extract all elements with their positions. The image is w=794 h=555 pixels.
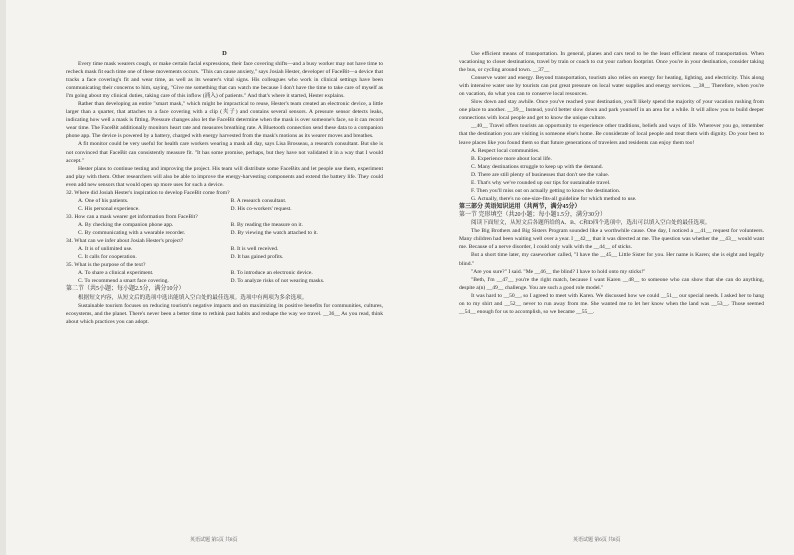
paragraph: Slow down and stay awhile. Once you've reached your destination, you'll likely spend the majority of your vacation rushing from one place to another. __39__ Instead, you'd better slow down and park yourself in an area for a while. It will allow you to build deeper connections with local people and get to know the unique culture. (459, 99, 764, 122)
section-instruction: 阅读下面短文，从短文后各题所给的A、B、C和D四个选项中，选出可以填入空白处的最佳选项。 (471, 220, 711, 227)
options-list (459, 147, 764, 203)
section-title: 第二节（共5小题；每小题2.5分，满分10分） (66, 286, 185, 293)
option: B. Experience more about local life. (471, 155, 552, 162)
question-33 (66, 213, 383, 237)
paragraph: Use efficient means of transportation. In general, planes and cars tend to be the least efficient means of transportation. When vacationing to closer destinations, travel by train or coach to cut your carbon footprint. Once you're in your destination, consider taking the bus, or cycling around town. __37__ (459, 51, 764, 74)
section-title: 第一节 完形填空（共20小题；每小题1.5分，满分30分） (459, 212, 607, 219)
option: B. A research consultant. (230, 197, 287, 204)
option: D. His co-workers' request. (230, 205, 292, 212)
option: C. His personal experience. (78, 205, 140, 212)
passage-d (66, 60, 383, 189)
paragraph: __40__ Travel offers tourists an opportunity to experience other traditions, beliefs and ways of life. Wherever you go, remember that the destination you are visiting is someone else's home. Be considerate of local people and treat them with dignity. Do your best to leave places like you found them so that future generations of travelers and residents can enjoy them too! (459, 123, 764, 146)
option: A. By checking the companion phone app. (78, 221, 174, 228)
passage-letter: D (222, 50, 227, 57)
paragraph: Conserve water and energy. Beyond transportation, tourism also relies on energy for heating, lighting, and electricity. This along with intensive water use by tourists can put great pressure on local water supplies and energy services. __38__ Therefore, when you're on vacation, do what you can to conserve local resources. (459, 75, 764, 98)
option: A. Respect local communities. (471, 147, 540, 154)
option: C. By communicating with a wearable recorder. (78, 229, 186, 236)
question-35 (66, 261, 383, 285)
option: B. It is well received. (230, 246, 279, 253)
option: C. To recommend a smart face covering. (78, 278, 169, 285)
question-stem: 34. What can we infer about Josiah Hester's project? (66, 238, 184, 245)
page-footer: 英语试题 第5页 共8页 (190, 538, 238, 543)
paragraph: "Beth, I'm __47__ you're the right match, because I want Karen __48__ to someone who can show that she can do anything, despite a(n) __49__ challenge. You are such a good role model." (459, 276, 764, 291)
option: B. To introduce an electronic device. (230, 270, 313, 277)
paragraph: "Are you sure?" I said. "Me __46__ the blind? I have to hold onto my sticks!" (471, 268, 646, 275)
option: D. To analyze risks of not wearing masks. (230, 278, 325, 285)
question-stem: 33. How can a mask wearer get information from FaceBit? (66, 213, 198, 220)
option: F. Then you'll miss out on actually getting to know the destination. (471, 187, 621, 194)
option: D. It has gained profits. (230, 254, 284, 261)
paragraph: Every time mask wearers cough, or make certain facial expressions, their face covering shifts—and a busy worker may not have time to recheck mask fit each time one of these movements occurs. "This can cause anxiety," says Josiah Hester, developer of FaceBit—a device that tracks a face covering's fit and wear time, as well as its wearer's vital signs. His colleagues who work in clinical settings have been communicating their concerns to him, saying, "Give me something that can watch me because I don't have the time to take care of myself as I'm going about my clinical duties, taking care of this inflow (涌入) of patients." And that's where it started, Hester explains. (66, 61, 383, 100)
option: A. To share a clinical experiment. (78, 270, 154, 277)
paragraph: But a short time later, my caseworker called, "I have the __45__ Little Sister for you. Her name is Karen; she is eight and legally blind." (459, 252, 764, 267)
question-stem: 32. Where did Josiah Hester's inspiration to develop FaceBit come from? (66, 189, 230, 196)
question-32 (66, 189, 383, 213)
option: E. That's why we've rounded up our tips for sustainable travel. (471, 179, 611, 186)
right-page (397, 0, 794, 555)
paragraph: A fit monitor could be very useful for health care workers wearing a mask all day, says Lisa Brosseau, a research consultant. But she is not convinced that FaceBit can consistently measure fit. "It has some promise, perhaps, but they have not validated it in a way that I would accept." (66, 141, 383, 164)
paragraph: It was hard to __50__, so I agreed to meet with Karen. We discussed how we could __51__ our special needs. I asked her to hang on to my shirt and __52__ never to run away from me. She wanted me to let her know when the land was __53__. Those seemed __54__ enough for us to accomplish, so we became __55__. (459, 292, 764, 315)
paragraph: Rather than developing an entire "smart mask," which might be impractical to reuse, Hester's team created an electronic device, a little larger than a quarter, that attaches to a face covering with a clip (夹子) and contains several sensors. A pressure sensor detects leaks, indicating how well a mask is fitting. Pressure changes also let the FaceBit determine when the mask is over someone's face, so it can record wear time. The FaceBit additionally monitors heart rate and measures breathing rate. A Bluetooth connection send these data to a companion phone app. The device is powered by a battery, charged with energy harvested from the mask's motions as its wearer moves and breathes. (66, 101, 383, 140)
question-stem: 35. What is the purpose of the text? (66, 262, 146, 269)
option: D. There are still plenty of businesses that don't see the value. (471, 171, 610, 178)
option: G. Actually, there's no one-size-fits-all guideline for which method to use. (471, 195, 637, 202)
option: B. By reading the measure on it. (230, 221, 303, 228)
question-34 (66, 237, 383, 261)
section-instruction: 根据短文内容，从短文后的选项中选出能填入空白处的最佳选项。选项中有两项为多余选项。 (78, 294, 308, 301)
page-footer: 英语试题 第6页 共8页 (573, 538, 621, 543)
seven-choose-five-passage (459, 50, 764, 147)
option: A. One of his patients. (78, 197, 129, 204)
option: C. Many destinations struggle to keep up with the demand. (471, 163, 603, 170)
paragraph: Hester plans to continue testing and improving the project. His team will distribute some FaceBits and let people use them, experiment and play with them. Other researchers will also be able to improve the energy-harvesting components and extend the battery life. They could even add new sensors that would open up more uses for such a device. (66, 165, 383, 188)
option: A. It is of unlimited use. (78, 246, 133, 253)
part-title: 第三部分 英语知识运用（共两节，满分45分） (459, 203, 581, 210)
option: D. By viewing the watch attached to it. (230, 229, 318, 236)
paragraph: Sustainable tourism focuses on reducing tourism's negative impacts and on maximizing its positive benefits for communities, cultures, ecosystems, and the planet. There's never been a better time to rethink past habits and reshape the way we travel. __36__ As you read, think about which practices you can adopt. (66, 302, 383, 325)
cloze-passage (459, 227, 764, 316)
option: C. It calls for cooperation. (78, 254, 137, 261)
paragraph: The Big Brothers and Big Sisters Program sounded like a worthwhile cause. One day, I noticed a __41__ request for volunteers. Many children had been waiting well over a year. I __42__ that it was directed at me. The question was whether the __43__ would want me. Because of a nerve disorder, I could only walk with the __44__ of sticks. (459, 228, 764, 251)
